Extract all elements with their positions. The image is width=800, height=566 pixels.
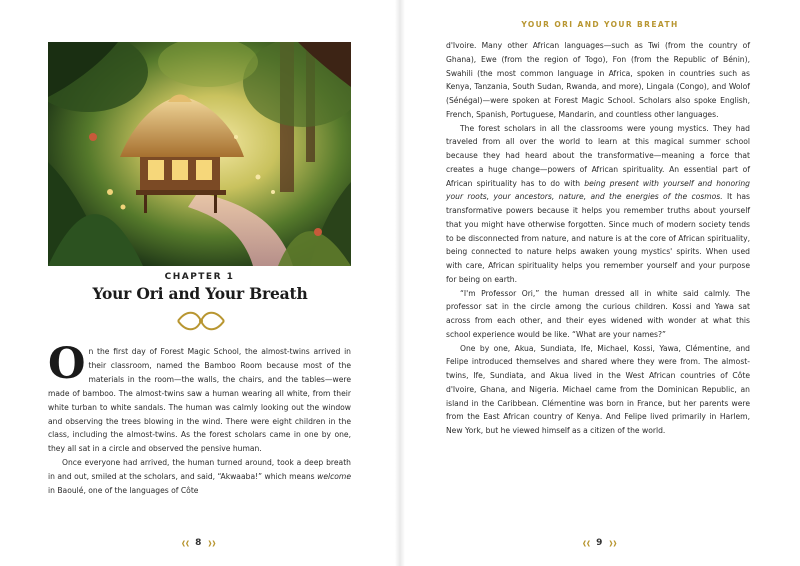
emphasis-text: welcome xyxy=(317,472,351,482)
forest-hut-illustration xyxy=(48,42,351,266)
page-number: 8 xyxy=(195,538,202,548)
drop-cap: O xyxy=(48,339,86,389)
chapter-title: Your Ori and Your Breath xyxy=(92,284,308,303)
book-gutter xyxy=(395,0,405,566)
paragraph-text: The forest scholars in all the classrooms were young mystics. They had traveled from all over the world to learn at this magical summer school because they had heard about the transformative—meaning a force that creates a huge change—powers of African spirituality. An essential part of African spirituality has to do with xyxy=(446,123,750,188)
folio-ornament-icon: ❰❰ xyxy=(582,539,591,547)
paragraph-text: Once everyone had arrived, the human turned around, took a deep breath in and out, smiled at the scholars, and said, “Akwaaba!” which means xyxy=(48,458,351,482)
paragraph: One by one, Akua, Sundiata, Ife, Michael, Kossi, Yawa, Clémentine, and Felipe introduced themselves and shared where they were from. The almost-twins, Ife, Sundiata, and Akua lived in the West African countries of Côte d'Ivoire, Ghana, and Nigeria. Michael came from the Dominican Republic, an island in the Caribbean. Clémentine was born in France, but her parents were from the East African country of Kenya. And Felipe lived primarily in Harlem, New York, but he viewed himself as a citizen of the world. xyxy=(446,343,750,435)
paragraph: “I'm Professor Ori,” the human dressed all in white said calmly. The professor sat in the circle among the curious children. Kossi and Yawa sat across from each other, and their eyes widened with wonder at what this school experience would be like. “What are your names?” xyxy=(446,288,750,339)
left-body-text xyxy=(48,339,351,498)
paragraph xyxy=(48,456,351,498)
paragraph xyxy=(48,339,351,456)
page-number-right xyxy=(582,538,616,548)
right-page xyxy=(400,0,800,566)
paragraph-text: It has transformative powers because it helps you remember truths about yourself that you might have otherwise forgotten. Since much of modern society tends to be disconnected from nature, and nature is at the core of African spirituality, being connected to nature helps awaken young mystics' spirits. When used with care, African spirituality helps you remember yourself and your purpose for being on earth. xyxy=(446,192,750,284)
emphasis-text: being present with yourself and honoring your roots, your ancestors, nature, and the energies of the cosmos. xyxy=(446,178,750,202)
folio-ornament-icon: ❱❱ xyxy=(207,539,216,547)
chapter-illustration xyxy=(48,42,351,266)
folio-ornament-icon: ❰❰ xyxy=(181,539,190,547)
paragraph: d'Ivoire. Many other African languages—such as Twi (from the country of Ghana), Ewe (from the region of Togo), Fon (from the Republic of Bénin), Swahili (the most common language in Africa, spoken in countries such as Kenya, Tanzania, South Sudan, Rwanda, and more), Lingala (Congo), and Wolof (Sénégal)—were spoken at Forest Magic School. Scholars also spoke English, French, Spanish, Portuguese, Mandarin, and countless other languages. xyxy=(446,41,750,119)
paragraph-text: n the first day of Forest Magic School, the almost-twins arrived in their classroom, named the Bamboo Room because most of the materials in the room—the walls, the chairs, and the tables—were made of bamboo. The almost-twins saw a human wearing all white, from their white turban to white sandals. The human was calmly looking out the window and observing the trees blowing in the wind. There were eight children in the class, including the almost-twins. As the forest scholars came in one by one, they all sat in a circle and observed the pensive human. xyxy=(48,347,351,454)
paragraph-text: in Baoulé, one of the languages of Côte xyxy=(48,486,199,496)
right-body-text xyxy=(446,39,750,438)
page-number-left xyxy=(181,538,215,548)
running-head: YOUR ORI AND YOUR BREATH xyxy=(521,20,679,29)
paragraph xyxy=(446,122,750,287)
chapter-label: CHAPTER 1 xyxy=(164,272,235,282)
folio-ornament-icon: ❱❱ xyxy=(608,539,617,547)
page-number: 9 xyxy=(596,538,603,548)
flourish-ornament-icon xyxy=(174,306,228,336)
